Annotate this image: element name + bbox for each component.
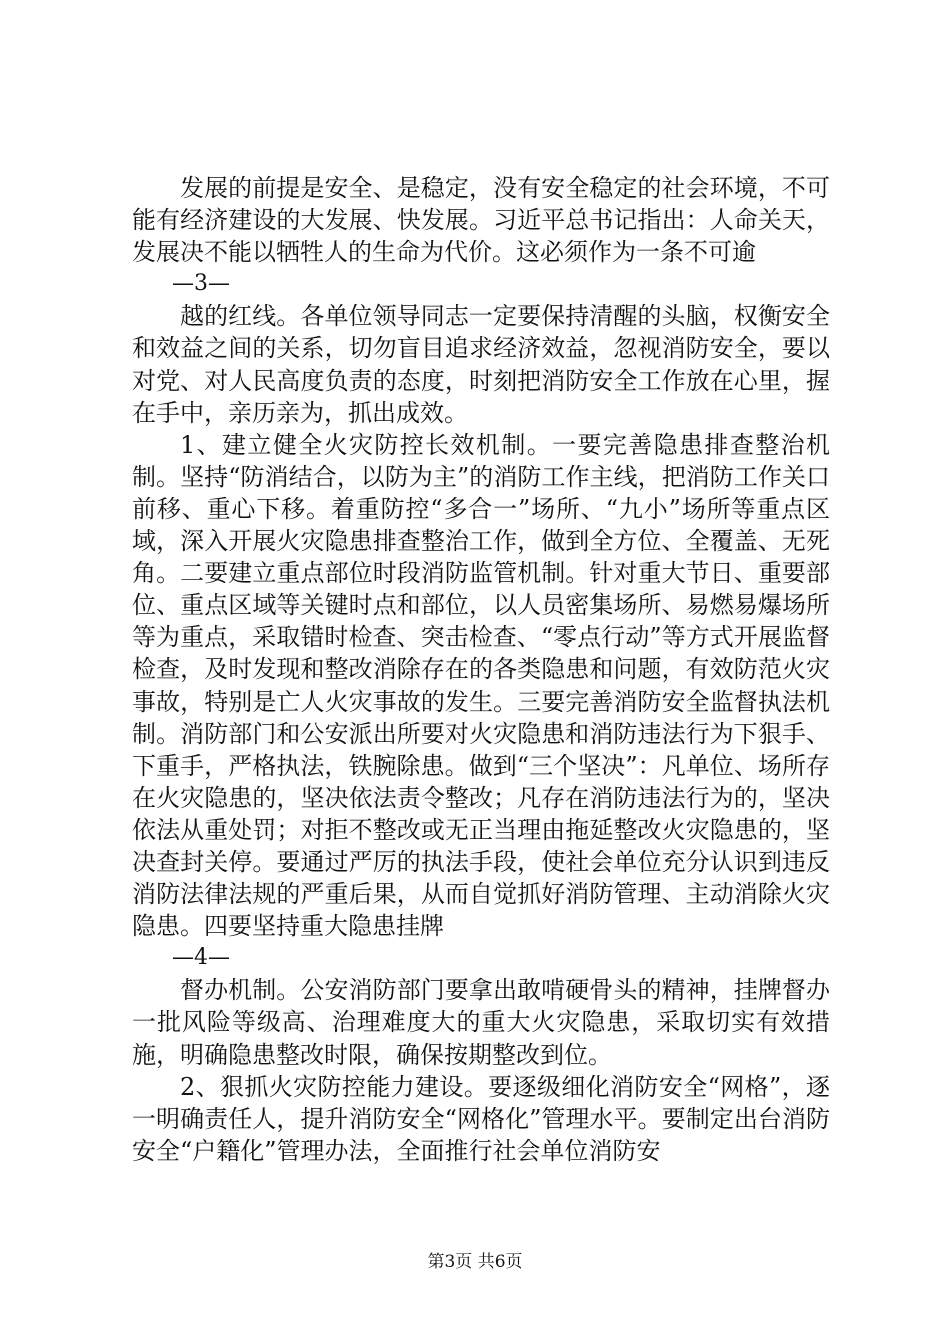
page-marker-3: —3— [172,271,230,297]
page-footer: 第3页 共6页 [427,1252,523,1272]
page-marker-4: —4— [172,945,230,971]
paragraph-red-line: 越的红线。各单位领导同志一定要保持清醒的头脑，权衡安全和效益之间的关系，切勿盲目追求经济效益，忽视消防安全，要以对党、对人民高度负责的态度，时刻把消防安全工作放在心里，握在手中，亲历亲为，抓出成效。 [132,302,830,427]
paragraph-section-2: 2、狠抓火灾防控能力建设。要逐级细化消防安全“网格”，逐一明确责任人，提升消防安全“网格化”管理水平。要制定出台消防安全“户籍化”管理办法，全面推行社会单位消防安 [132,1072,830,1165]
paragraph-supervision: 督办机制。公安消防部门要拿出敢啃硬骨头的精神，挂牌督办一批风险等级高、治理难度大的重大火灾隐患，采取切实有效措施，明确隐患整改时限，确保按期整改到位。 [132,976,830,1069]
document-body [132,172,830,1167]
paragraph-intro: 发展的前提是安全、是稳定，没有安全稳定的社会环境，不可能有经济建设的大发展、快发展。习近平总书记指出：人命关天，发展决不能以牺牲人的生命为代价。这必须作为一条不可逾 [132,174,830,267]
paragraph-section-1: 1、建立健全火灾防控长效机制。一要完善隐患排查整治机制。坚持“防消结合，以防为主”的消防工作主线，把消防工作关口前移、重心下移。着重防控“多合一”场所、“九小”场所等重点区域，深入开展火灾隐患排查整治工作，做到全方位、全覆盖、无死角。二要建立重点部位时段消防监管机制。针对重大节日、重要部位、重点区域等关键时点和部位，以人员密集场所、易燃易爆场所等为重点，采取错时检查、突击检查、“零点行动”等方式开展监督检查，及时发现和整改消除存在的各类隐患和问题，有效防范火灾事故，特别是亡人火灾事故的发生。三要完善消防安全监督执法机制。消防部门和公安派出所要对火灾隐患和消防违法行为下狠手、下重手，严格执法，铁腕除患。做到“三个坚决”：凡单位、场所存在火灾隐患的，坚决依法责令整改；凡存在消防违法行为的，坚决依法从重处罚；对拒不整改或无正当理由拖延整改火灾隐患的，坚决查封关停。要通过严厉的执法手段，使社会单位充分认识到违反消防法律法规的严重后果，从而自觉抓好消防管理、主动消除火灾隐患。四要坚持重大隐患挂牌 [132,430,830,941]
